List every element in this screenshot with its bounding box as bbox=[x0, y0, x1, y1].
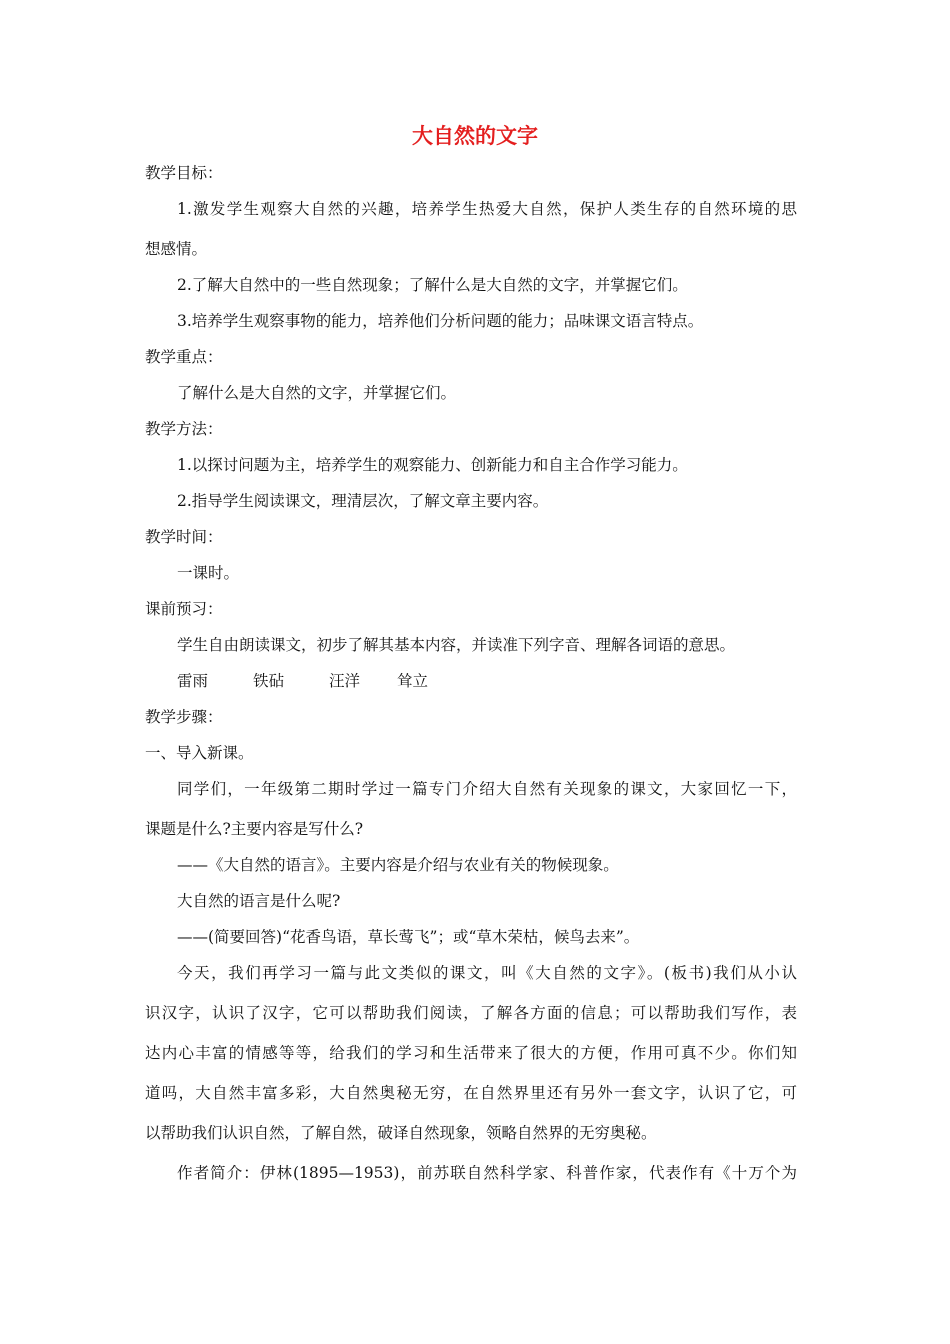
goal-1-line-1: 1.激发学生观察大自然的兴趣，培养学生热爱大自然，保护人类生存的自然环境的思 bbox=[177, 200, 797, 218]
goal-3: 3.培养学生观察事物的能力，培养他们分析问题的能力；品味课文语言特点。 bbox=[177, 312, 704, 330]
paragraph-5-line-3: 达内心丰富的情感等等，给我们的学习和生活带来了很大的方便，作用可真不少。你们知 bbox=[145, 1044, 797, 1062]
paragraph-2: ——《大自然的语言》。主要内容是介绍与农业有关的物候现象。 bbox=[177, 856, 619, 874]
heading-focus: 教学重点： bbox=[145, 348, 223, 366]
vocab-terms bbox=[177, 670, 428, 692]
goal-1-line-2: 想感情。 bbox=[145, 240, 208, 258]
paragraph-3: 大自然的语言是什么呢? bbox=[177, 892, 341, 910]
paragraph-5-line-2: 识汉字，认识了汉字，它可以帮助我们阅读，了解各方面的信息；可以帮助我们写作，表 bbox=[145, 1004, 797, 1022]
paragraph-5-line-1: 今天，我们再学习一篇与此文类似的课文，叫《大自然的文字》。(板书)我们从小认 bbox=[177, 964, 797, 982]
document-title: 大自然的文字 bbox=[412, 124, 538, 148]
paragraph-1-line-1: 同学们，一年级第二期时学过一篇专门介绍大自然有关现象的课文，大家回忆一下， bbox=[177, 780, 797, 798]
goal-2: 2.了解大自然中的一些自然现象；了解什么是大自然的文字，并掌握它们。 bbox=[177, 276, 688, 294]
heading-method: 教学方法： bbox=[145, 420, 223, 438]
paragraph-1-line-2: 课题是什么?主要内容是写什么? bbox=[145, 820, 364, 838]
vocab-term: 汪洋 bbox=[329, 672, 361, 690]
heading-steps: 教学步骤： bbox=[145, 708, 223, 726]
preview-text: 学生自由朗读课文，初步了解其基本内容，并读准下列字音、理解各词语的意思。 bbox=[177, 636, 736, 654]
vocab-term: 雷雨 bbox=[177, 672, 209, 690]
heading-preview: 课前预习： bbox=[145, 600, 223, 618]
method-2: 2.指导学生阅读课文，理清层次，了解文章主要内容。 bbox=[177, 492, 549, 510]
paragraph-4: ——(简要回答)“花香鸟语，草长莺飞”；或“草木荣枯，候鸟去来”。 bbox=[177, 928, 640, 946]
paragraph-5-line-4: 道吗，大自然丰富多彩，大自然奥秘无穷，在自然界里还有另外一套文字，认识了它，可 bbox=[145, 1084, 797, 1102]
time-text: 一课时。 bbox=[177, 564, 240, 582]
vocab-term: 铁砧 bbox=[253, 672, 285, 690]
method-1: 1.以探讨问题为主，培养学生的观察能力、创新能力和自主合作学习能力。 bbox=[177, 456, 688, 474]
heading-goals: 教学目标： bbox=[145, 164, 223, 182]
step-1-heading: 一、导入新课。 bbox=[145, 744, 254, 762]
paragraph-6-line-1: 作者简介：伊林(1895—1953)，前苏联自然科学家、科普作家，代表作有《十万个为 bbox=[177, 1164, 797, 1182]
heading-time: 教学时间： bbox=[145, 528, 223, 546]
focus-text: 了解什么是大自然的文字，并掌握它们。 bbox=[177, 384, 457, 402]
vocab-term: 耸立 bbox=[397, 672, 429, 690]
paragraph-5-line-5: 以帮助我们认识自然，了解自然，破译自然现象，领略自然界的无穷奥秘。 bbox=[145, 1124, 657, 1142]
